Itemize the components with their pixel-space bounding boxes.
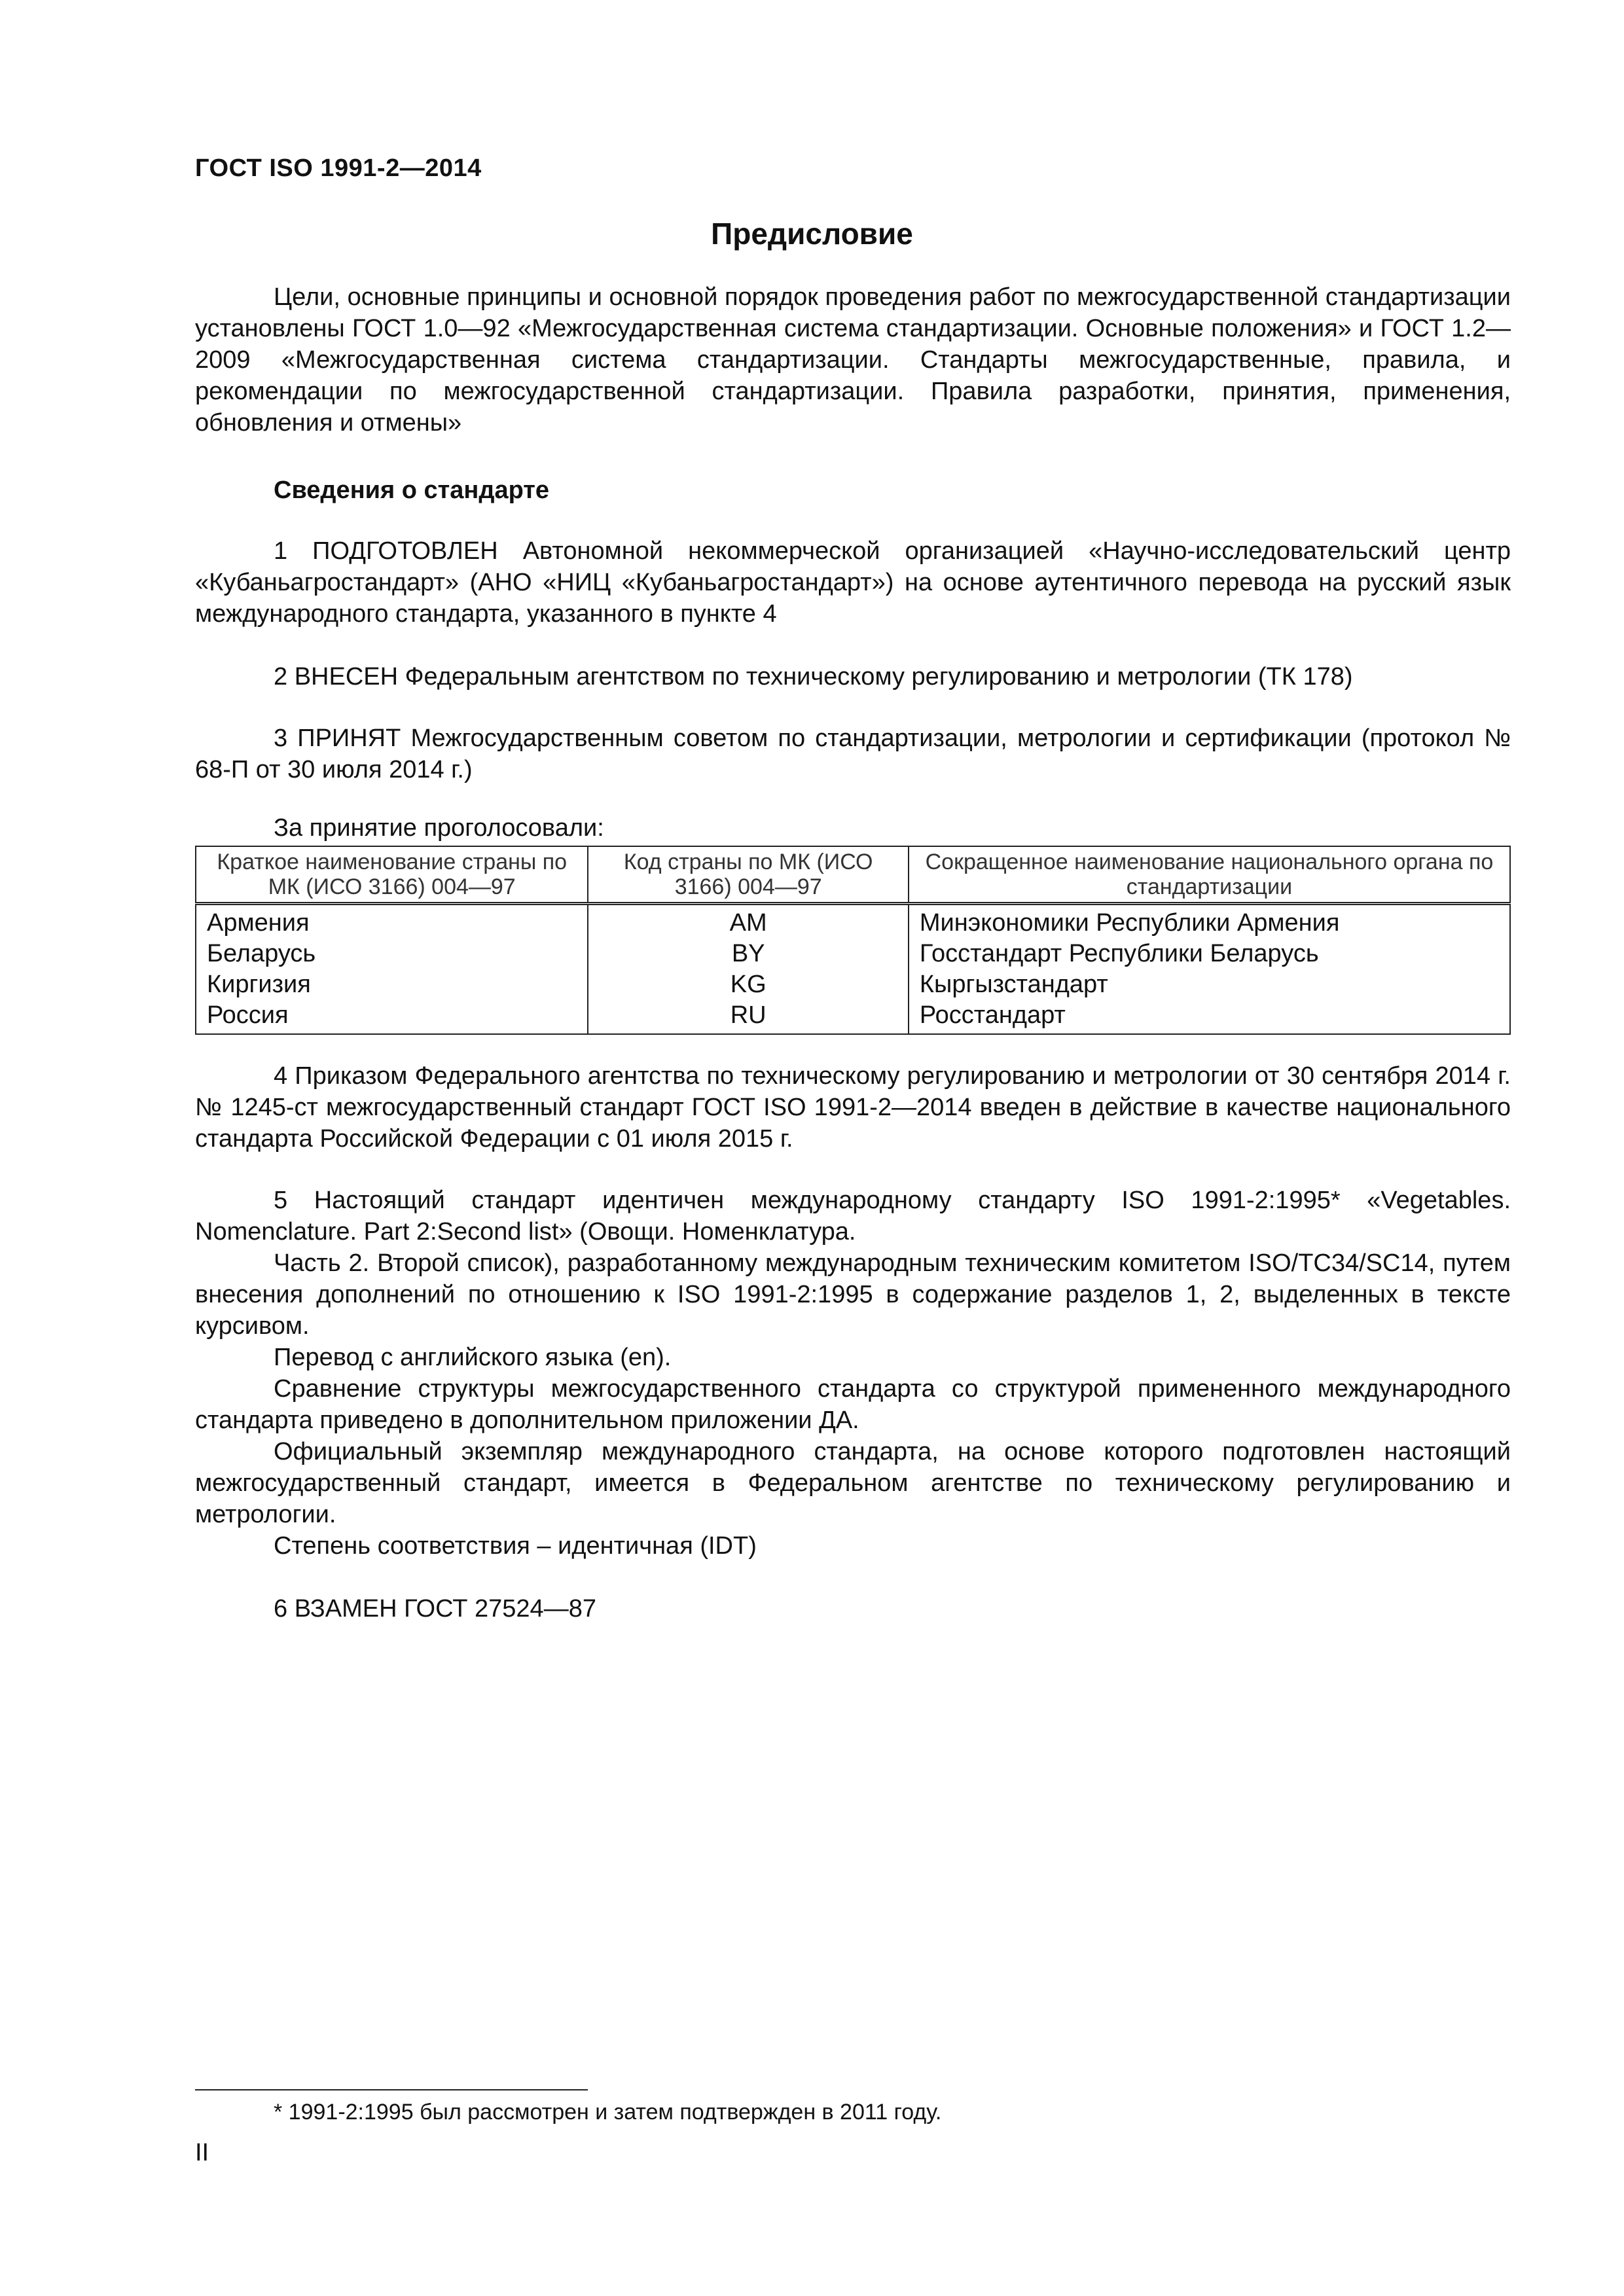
item-3-text: 3 ПРИНЯТ Межгосударственным советом по стандартизации, метрологии и сертификации (протокол № 68-П от 30 июля 2014 г.) bbox=[195, 725, 1511, 783]
item-1-section bbox=[195, 535, 1511, 630]
page-number: II bbox=[195, 2139, 209, 2166]
footnote: * 1991-2:1995 был рассмотрен и затем подтвержден в 2011 году. bbox=[274, 2100, 942, 2125]
column-header-country: Краткое наименование страны по МК (ИСО 3166) 004—97 bbox=[196, 846, 588, 904]
item-6-section bbox=[195, 1593, 1511, 1624]
item-5-paragraph: Сравнение структуры межгосударственного стандарта со структурой примененного международного стандарта приведено в дополнительном приложении ДА. bbox=[195, 1375, 1511, 1434]
item-5-section bbox=[195, 1185, 1511, 1562]
item-2-section bbox=[195, 661, 1511, 692]
country-cell: Беларусь bbox=[196, 939, 588, 969]
item-3-section bbox=[195, 723, 1511, 785]
table-row bbox=[196, 969, 1510, 1000]
table-row bbox=[196, 904, 1510, 939]
table-row bbox=[196, 1000, 1510, 1034]
item-2-text: 2 ВНЕСЕН Федеральным агентством по техническому регулированию и метрологии (ТК 178) bbox=[274, 663, 1353, 691]
country-code-cell: RU bbox=[588, 1000, 908, 1034]
item-5-paragraph: 5 Настоящий стандарт идентичен международному стандарту ISO 1991-2:1995* «Vegetables. Nomenclature. Part 2:Second list» (Овощи. Номенклатура. bbox=[195, 1187, 1511, 1246]
item-5-paragraph: Часть 2. Второй список), разработанному международным техническим комитетом ISO/TC34/SC14, путем внесения дополнений по отношению к ISO 1991-2:1995 в содержание разделов 1, 2, выделенных в тексте курсивом. bbox=[195, 1249, 1511, 1340]
vote-label: За принятие проголосовали: bbox=[274, 814, 604, 842]
column-header-standards-body: Сокращенное наименование национального органа по стандартизации bbox=[909, 846, 1510, 904]
country-code-cell: KG bbox=[588, 969, 908, 1000]
item-6-text: 6 ВЗАМЕН ГОСТ 27524—87 bbox=[274, 1595, 596, 1623]
country-cell: Киргизия bbox=[196, 969, 588, 1000]
standard-info-heading: Сведения о стандарте bbox=[274, 476, 550, 504]
vote-table-header-row bbox=[196, 846, 1510, 904]
item-4-text: 4 Приказом Федерального агентства по техническому регулированию и метрологии от 30 сентября 2014 г. № 1245-ст межгосударственный стандарт ГОСТ ISO 1991-2—2014 введен в действие в качестве национального стандарта Российской Федерации с 01 июля 2015 г. bbox=[195, 1062, 1511, 1153]
vote-table bbox=[195, 846, 1511, 1035]
table-row bbox=[196, 939, 1510, 969]
intro-paragraph: Цели, основные принципы и основной порядок проведения работ по межгосударственной стандартизации установлены ГОСТ 1.0—92 «Межгосударственная система стандартизации. Основные положения» и ГОСТ 1.2—2009 «Межгосударственная система стандартизации. Стандарты межгосударственные, правила, и рекомендации по межгосударственной стандартизации. Правила разработки, принятия, применения, обновления и отмены» bbox=[195, 283, 1511, 437]
document-code-header: ГОСТ ISO 1991-2—2014 bbox=[195, 154, 482, 182]
standards-body-cell: Минэкономики Республики Армения bbox=[909, 904, 1510, 939]
item-5-paragraph: Официальный экземпляр международного стандарта, на основе которого подготовлен настоящий межгосударственный стандарт, имеется в Федеральном агентстве по техническому регулированию и метрологии. bbox=[195, 1438, 1511, 1528]
item-4-section bbox=[195, 1060, 1511, 1155]
column-header-code: Код страны по МК (ИСО 3166) 004—97 bbox=[588, 846, 908, 904]
country-cell: Россия bbox=[196, 1000, 588, 1034]
standards-body-cell: Кыргызстандарт bbox=[909, 969, 1510, 1000]
page-title: Предисловие bbox=[711, 217, 913, 251]
item-1-text: 1 ПОДГОТОВЛЕН Автономной некоммерческой организацией «Научно-исследовательский центр «Кубаньагростандарт» (АНО «НИЦ «Кубаньагростандарт») на основе аутентичного перевода на русский язык международного стандарта, указанного в пункте 4 bbox=[195, 537, 1511, 628]
intro-section bbox=[195, 281, 1511, 439]
standards-body-cell: Росстандарт bbox=[909, 1000, 1510, 1034]
country-code-cell: BY bbox=[588, 939, 908, 969]
item-5-paragraph: Перевод с английского языка (en). bbox=[274, 1344, 672, 1371]
country-cell: Армения bbox=[196, 904, 588, 939]
standards-body-cell: Госстандарт Республики Беларусь bbox=[909, 939, 1510, 969]
item-5-paragraph: Степень соответствия – идентичная (IDT) bbox=[274, 1532, 757, 1560]
footnote-separator bbox=[195, 2089, 588, 2090]
country-code-cell: AM bbox=[588, 904, 908, 939]
